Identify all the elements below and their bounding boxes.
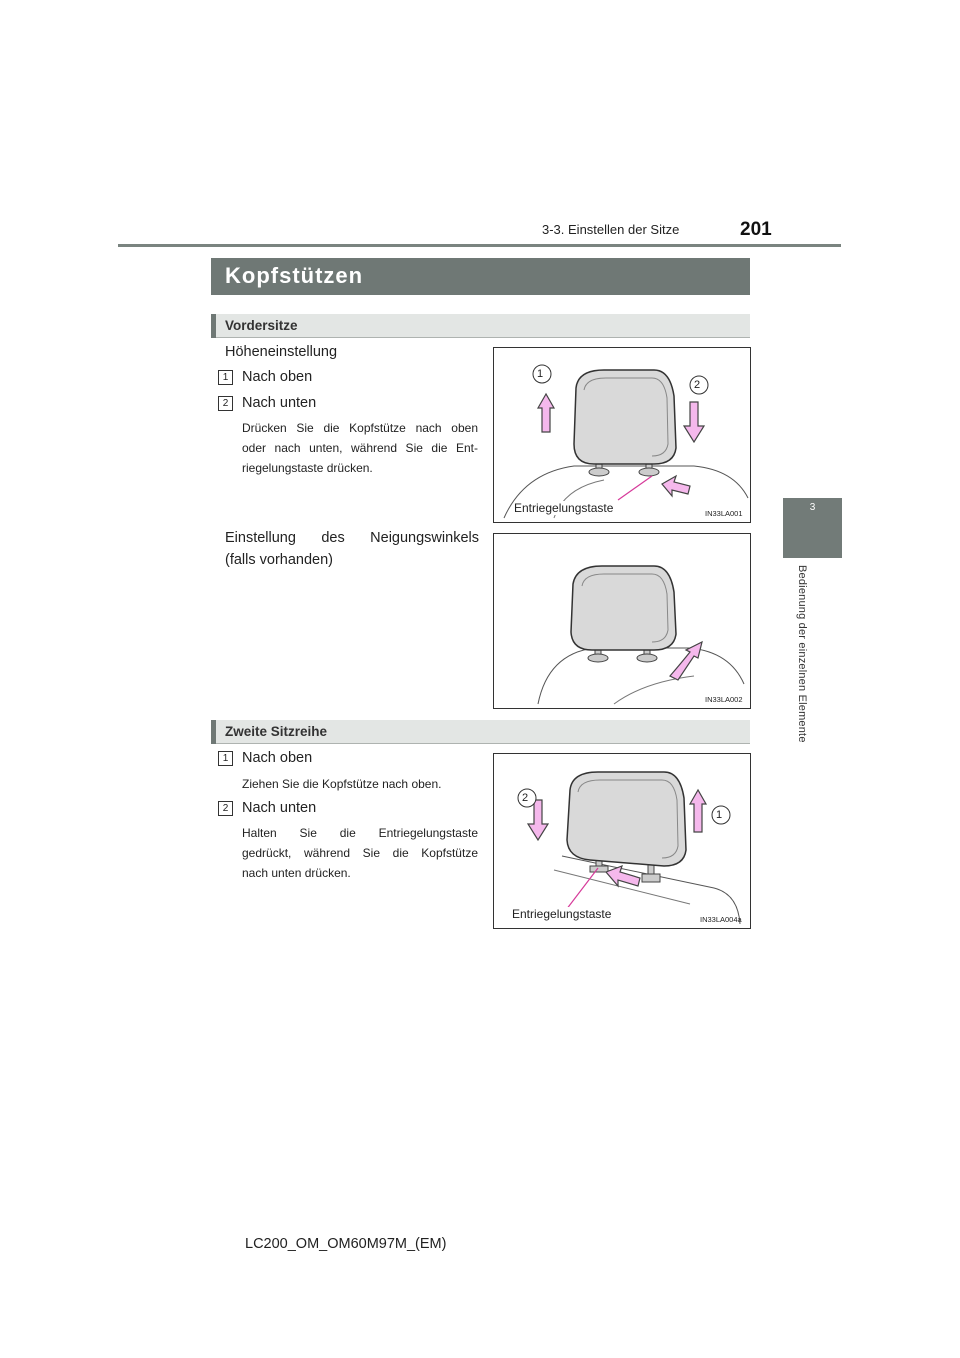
- figure1-code: IN33LA001: [705, 509, 743, 518]
- step-label-down: Nach unten: [242, 395, 317, 411]
- rear-note-up: Ziehen Sie die Kopfstütze nach oben.: [242, 777, 442, 791]
- figure-tilt-adjust: [493, 533, 751, 709]
- figure-height-adjust: [493, 347, 751, 523]
- second-row-heading: Zweite Sitzreihe: [225, 724, 328, 739]
- figure3-badge-2: 2: [522, 792, 529, 804]
- front-note: [242, 418, 478, 478]
- rear-step-label-up: Nach oben: [242, 750, 313, 766]
- figure3-badge-1: 1: [716, 809, 723, 821]
- step-badge-2: 2: [218, 801, 233, 816]
- rear-note-line: Halten Sie die Entriegelungstaste: [242, 826, 478, 840]
- figure3-release-button-callout: Entriegelungstaste: [512, 907, 612, 921]
- page-title: Kopfstützen: [225, 263, 364, 288]
- heading-accent: [211, 314, 216, 338]
- document-code: LC200_OM_OM60M97M_(EM): [245, 1236, 447, 1252]
- header-rule: [118, 244, 841, 247]
- tilt-word: Neigungswinkels: [370, 530, 479, 546]
- headrest-illustration-2: [494, 534, 750, 708]
- step-badge-1: 1: [218, 370, 233, 385]
- figure1-badge-2: 2: [694, 379, 701, 391]
- rear-step-label-down: Nach unten: [242, 800, 317, 816]
- height-adjust-title: Höheneinstellung: [225, 344, 338, 360]
- front-note-line: riegelungstaste drücken.: [242, 461, 373, 475]
- page-number: 201: [740, 219, 772, 240]
- figure1-release-button-callout: Entriegelungstaste: [514, 501, 614, 515]
- chapter-label: Bedienung der einzelnen Elemente: [796, 565, 808, 743]
- step-badge-2: 2: [218, 396, 233, 411]
- tilt-adjust-title: [225, 530, 479, 568]
- headrest-illustration-3: [494, 754, 750, 928]
- headrest-illustration-1: [494, 348, 750, 522]
- figure2-code: IN33LA002: [705, 695, 743, 704]
- rear-note-down: [242, 823, 478, 883]
- tilt-title-line2: (falls vorhanden): [225, 552, 333, 568]
- rear-note-line: nach unten drücken.: [242, 866, 351, 880]
- step-label-up: Nach oben: [242, 369, 313, 385]
- figure1-badge-1: 1: [537, 368, 544, 380]
- section-reference: 3-3. Einstellen der Sitze: [542, 222, 680, 237]
- heading-accent: [211, 720, 216, 744]
- rear-note-line: gedrückt, während Sie die Kopfstütze: [242, 846, 478, 860]
- step-badge-1: 1: [218, 751, 233, 766]
- figure-second-row: [493, 753, 751, 929]
- tilt-word: des: [321, 530, 345, 546]
- chapter-number: 3: [809, 502, 816, 513]
- front-note-line: oder nach unten, während Sie die Ent-: [242, 441, 478, 455]
- front-note-line: Drücken Sie die Kopfstütze nach oben: [242, 421, 478, 435]
- front-seats-heading: Vordersitze: [225, 318, 298, 333]
- tilt-word: Einstellung: [225, 530, 296, 546]
- figure3-code: IN33LA004a: [700, 915, 742, 924]
